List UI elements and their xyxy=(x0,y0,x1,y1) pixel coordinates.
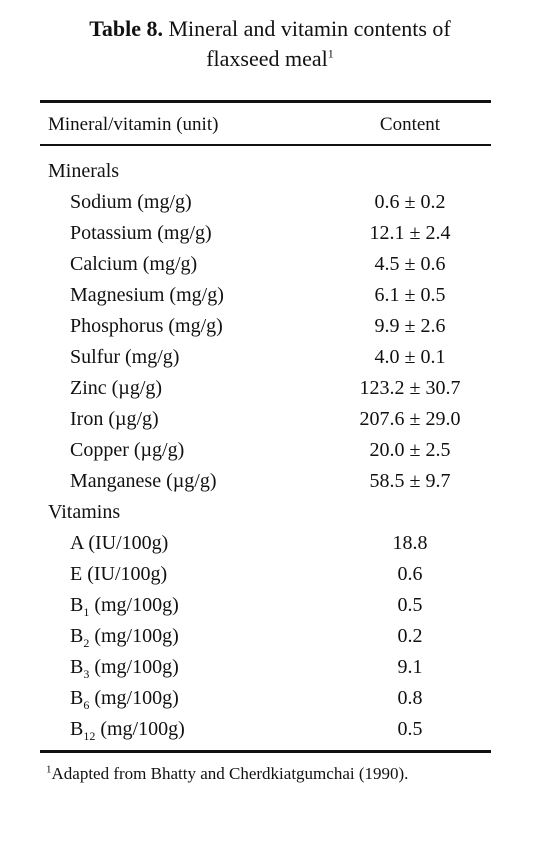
row-name: Sodium (mg/g) xyxy=(70,191,192,213)
row-name-base: B xyxy=(70,594,84,616)
row-value: 0.2 xyxy=(397,625,423,647)
row-name xyxy=(70,652,179,683)
row-value: 123.2 ± 30.7 xyxy=(359,377,461,399)
row-value: 58.5 ± 9.7 xyxy=(369,470,451,492)
row-value: 0.6 xyxy=(397,563,423,585)
row-name xyxy=(70,683,179,714)
table-row xyxy=(0,404,540,435)
row-value: 4.5 ± 0.6 xyxy=(374,253,446,275)
row-name xyxy=(70,621,179,652)
row-name: Iron (µg/g) xyxy=(70,408,159,430)
row-name-unit: (mg/100g) xyxy=(89,594,179,616)
table-row xyxy=(0,590,540,621)
row-name-subscript: 3 xyxy=(83,667,90,681)
row-value: 12.1 ± 2.4 xyxy=(369,222,451,244)
column-header-mineral-vitamin: Mineral/vitamin (unit) xyxy=(48,114,219,135)
table-label: Table 8. xyxy=(89,16,163,41)
table-body xyxy=(0,156,540,745)
row-name-unit: (mg/100g) xyxy=(89,625,179,647)
top-rule xyxy=(40,100,491,103)
row-name: Sulfur (mg/g) xyxy=(70,346,180,368)
table-title xyxy=(0,14,540,74)
table-footnote xyxy=(46,760,496,788)
row-name-unit: (mg/100g) xyxy=(95,718,185,740)
header-rule xyxy=(40,144,491,146)
table-row xyxy=(0,187,540,218)
bottom-rule xyxy=(40,750,491,753)
row-name: E (IU/100g) xyxy=(70,563,168,585)
table-row xyxy=(0,559,540,590)
row-name: Calcium (mg/g) xyxy=(70,253,198,275)
table-row xyxy=(0,218,540,249)
title-text-line-2: flaxseed meal xyxy=(206,46,328,71)
row-value: 6.1 ± 0.5 xyxy=(374,284,446,306)
row-value: 0.5 xyxy=(397,594,423,616)
row-name-subscript: 2 xyxy=(83,636,90,650)
footnote-mark: 1 xyxy=(46,763,52,776)
title-line-1 xyxy=(0,14,540,44)
table-row xyxy=(0,621,540,652)
row-value: 20.0 ± 2.5 xyxy=(369,439,451,461)
row-value: 9.1 xyxy=(397,656,423,678)
row-name: Magnesium (mg/g) xyxy=(70,284,224,306)
row-name-unit: (mg/100g) xyxy=(89,656,179,678)
table-row xyxy=(0,714,540,745)
table-row xyxy=(0,528,540,559)
title-footnote-mark: 1 xyxy=(327,46,334,61)
row-name xyxy=(70,714,185,745)
row-name: Phosphorus (mg/g) xyxy=(70,315,223,337)
table-row xyxy=(0,435,540,466)
section-heading-vitamins xyxy=(0,497,540,528)
row-name: Potassium (mg/g) xyxy=(70,222,212,244)
row-name xyxy=(70,590,179,621)
row-name-subscript: 1 xyxy=(83,605,90,619)
section-label: Vitamins xyxy=(48,501,121,523)
row-value: 9.9 ± 2.6 xyxy=(374,315,446,337)
title-text-line-1: Mineral and vitamin contents of xyxy=(168,16,451,41)
row-name: Copper (µg/g) xyxy=(70,439,185,461)
row-name-subscript: 12 xyxy=(83,729,96,743)
row-value: 0.5 xyxy=(397,718,423,740)
title-line-2 xyxy=(0,44,540,74)
footnote-text: Adapted from Bhatty and Cherdkiatgumchai (1990). xyxy=(51,764,409,783)
row-name-subscript: 6 xyxy=(83,698,90,712)
row-name-base: B xyxy=(70,625,84,647)
table-row xyxy=(0,466,540,497)
section-heading-minerals xyxy=(0,156,540,187)
table-row xyxy=(0,652,540,683)
table-row xyxy=(0,311,540,342)
row-name-unit: (mg/100g) xyxy=(89,687,179,709)
row-name-base: B xyxy=(70,687,84,709)
row-value: 0.6 ± 0.2 xyxy=(374,191,446,213)
row-value: 207.6 ± 29.0 xyxy=(359,408,461,430)
row-value: 0.8 xyxy=(397,687,423,709)
row-name-base: B xyxy=(70,656,84,678)
table-row xyxy=(0,683,540,714)
row-value: 4.0 ± 0.1 xyxy=(374,346,446,368)
table-row xyxy=(0,249,540,280)
table-row xyxy=(0,342,540,373)
column-header-content: Content xyxy=(379,114,441,135)
table-row xyxy=(0,280,540,311)
row-name-base: B xyxy=(70,718,84,740)
row-value: 18.8 xyxy=(392,532,428,554)
row-name: Zinc (µg/g) xyxy=(70,377,163,399)
table-row xyxy=(0,373,540,404)
section-label: Minerals xyxy=(48,160,120,182)
row-name: Manganese (µg/g) xyxy=(70,470,217,492)
row-name: A (IU/100g) xyxy=(70,532,169,554)
